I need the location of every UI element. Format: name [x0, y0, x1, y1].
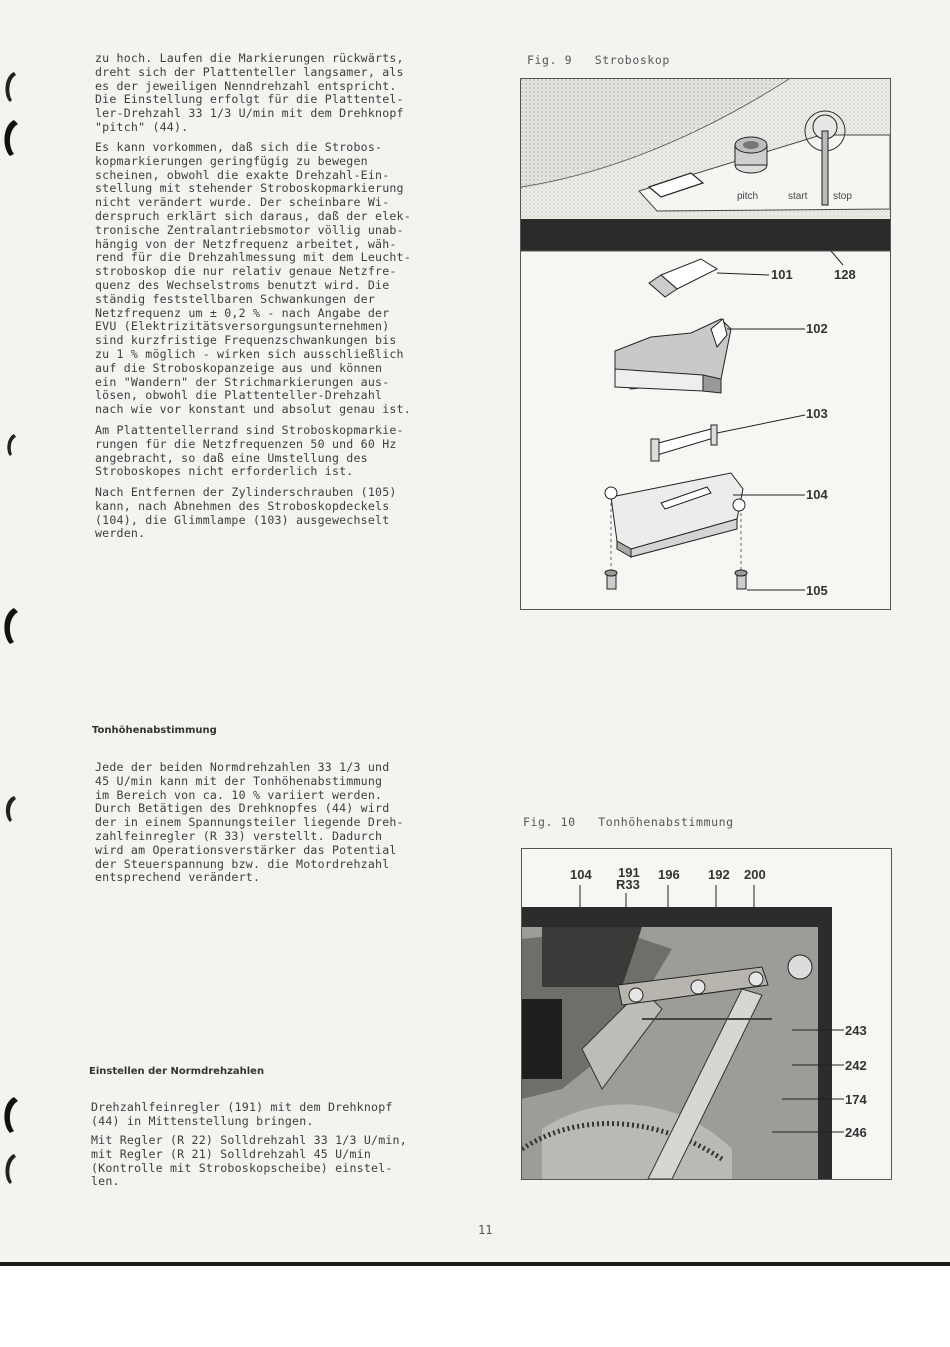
svg-text:R33: R33	[616, 877, 640, 892]
binder-hole	[0, 1095, 22, 1129]
svg-text:pitch: pitch	[737, 191, 759, 202]
svg-text:105: 105	[806, 583, 828, 598]
binder-hole	[0, 70, 22, 104]
figure-9-caption: Fig. 9 Stroboskop	[527, 53, 670, 67]
heading-pitch-control: Tonhöhenabstimmung	[92, 725, 217, 736]
svg-text:104: 104	[806, 487, 828, 502]
binder-hole	[0, 118, 22, 152]
svg-text:192: 192	[708, 867, 730, 882]
figure-10-caption: Fig. 10 Tonhöhenabstimmung	[523, 815, 734, 829]
paragraph-lamp-replacement: Nach Entfernen der Zylinderschrauben (105) kann, nach Abnehmen des Stroboskopdeckels (104), die Glimmlampe (103) ausgewechselt werden.	[95, 485, 397, 541]
svg-text:101: 101	[771, 267, 793, 282]
paragraph-speed-adjust: Mit Regler (R 22) Solldrehzahl 33 1/3 U/min, mit Regler (R 21) Solldrehzahl 45 U/min (Kontrolle mit Stroboskopscheibe) einstel- len.	[91, 1133, 407, 1189]
part-101-illustration	[649, 259, 769, 297]
svg-text:191: 191	[618, 865, 640, 880]
paragraph-strobe-frequencies: Am Plattentellerrand sind Stroboskopmarkie- rungen für die Netzfrequenzen 50 und 60 Hz angebracht, so daß eine Umstellung des Stroboskopes nicht erforderlich ist.	[95, 423, 404, 479]
svg-text:128: 128	[834, 267, 856, 282]
figure-10-pitch-control	[521, 848, 892, 1180]
page-number: 11	[478, 1223, 493, 1237]
svg-text:246: 246	[845, 1125, 867, 1140]
svg-text:174: 174	[845, 1092, 867, 1107]
svg-text:243: 243	[845, 1023, 867, 1038]
paragraph-fine-regulator: Drehzahlfeinregler (191) mit dem Drehknopf (44) in Mittenstellung bringen.	[91, 1100, 393, 1128]
svg-text:196: 196	[658, 867, 680, 882]
svg-text:103: 103	[806, 406, 828, 421]
paragraph-pitch-control: Jede der beiden Normdrehzahlen 33 1/3 und 45 U/min kann mit der Tonhöhenabstimmung im Bereich von ca. 10 % variiert werden. Durch Betätigen des Drehknopfes (44) wird der in einem Spannungsteiler liegende Dreh- zahlfeinregler (R 33) verstellt. Dadurch wird am Operationsverstärker das Potential der Steuerspannung bzw. die Motordrehzahl entsprechend verändert.	[95, 760, 404, 885]
binder-hole	[0, 1152, 22, 1186]
svg-text:200: 200	[744, 867, 766, 882]
binder-hole	[0, 432, 22, 466]
part-103-illustration	[651, 415, 805, 461]
svg-text:102: 102	[806, 321, 828, 336]
figure-9-stroboscope	[520, 78, 891, 610]
scan-bottom-edge	[0, 1262, 950, 1347]
part-104-illustration	[605, 473, 805, 557]
pitch-knob-illustration	[735, 137, 767, 173]
heading-nominal-speeds: Einstellen der Normdrehzahlen	[89, 1066, 265, 1077]
paragraph-strobe-drift: Es kann vorkommen, daß sich die Strobos- kopmarkierungen geringfügig zu bewegen scheinen, obwohl die exakte Drehzahl-Ein- stellung mit stehender Stroboskopmarkierung nicht verändert wurde. Der scheinbare Wi- derspruch erklärt sich daraus, daß der elek- tronische Zentralantriebsmotor völlig unab- hängig von der Netzfrequenz arbeitet, wäh- rend für die Drehzahlmessung mit dem Leucht- stroboskop die nur relativ genaue Netzfre- quenz des Wechselstroms benutzt wird. Die ständig feststellbaren Schwankungen der Netzfrequenz um ± 0,2 % - nach Angabe der EVU (Elektrizitätsversorgungsunternehmen) sind kurzfristige Frequenzschwankungen bis zu 1 % möglich - wirken sich ausschließlich auf die Stroboskopanzeige aus und können ein "Wandern" der Strichmarkierungen aus- lösen, obwohl die Plattenteller-Drehzahl nach wie vor konstant und absolut genau ist.	[95, 140, 411, 417]
svg-text:104: 104	[570, 867, 592, 882]
part-102-illustration	[615, 319, 805, 393]
svg-text:242: 242	[845, 1058, 867, 1073]
svg-text:start: start	[788, 191, 808, 202]
binder-hole	[0, 606, 22, 640]
binder-hole	[0, 794, 22, 828]
paragraph-strobe-direction: zu hoch. Laufen die Markierungen rückwärts, dreht sich der Plattenteller langsamer, als es der jeweiligen Nenndrehzahl entspricht. Die Einstellung erfolgt für die Plattentel- ler-Drehzahl 33 1/3 U/min mit dem Drehknopf "pitch" (44).	[95, 51, 404, 134]
svg-text:stop: stop	[833, 191, 852, 202]
